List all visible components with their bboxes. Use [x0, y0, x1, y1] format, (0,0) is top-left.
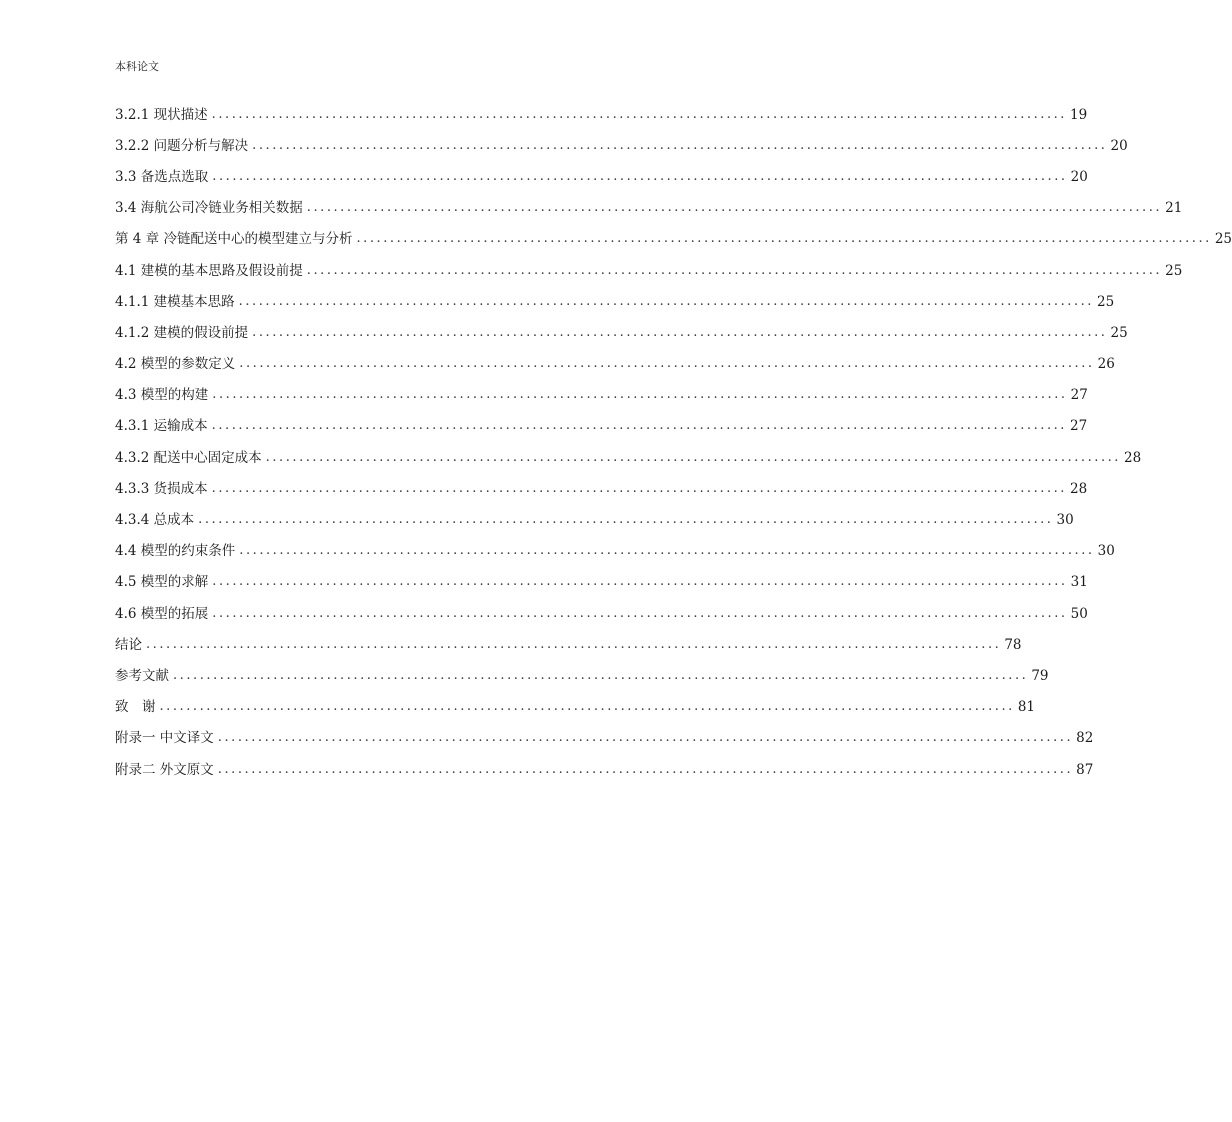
toc-entry[interactable]: [115, 442, 1142, 473]
toc-leader-dots: ................................................................................................................................: [212, 605, 1068, 621]
toc-entry-page: 28: [1124, 449, 1142, 466]
toc-entry[interactable]: [115, 161, 1088, 192]
toc-leader-dots: ................................................................................................................................: [265, 449, 1121, 465]
toc-entry-page: 20: [1070, 168, 1088, 185]
toc-entry-title: 3.3 备选点选取: [115, 166, 210, 188]
toc-entry[interactable]: [115, 224, 1232, 255]
toc-entry-title: 4.1.2 建模的假设前提: [115, 322, 250, 344]
toc-entry-page: 78: [1004, 636, 1022, 653]
toc-entry[interactable]: [115, 754, 1094, 785]
toc-entry[interactable]: [115, 193, 1183, 224]
toc-entry-title: 附录一 中文译文: [115, 727, 216, 749]
toc-entry[interactable]: [115, 567, 1088, 598]
toc-entry-page: 79: [1031, 667, 1049, 684]
toc-leader-dots: ................................................................................................................................: [159, 699, 1015, 715]
toc-entry[interactable]: [115, 255, 1183, 286]
toc-entry-title: 致 谢: [115, 696, 158, 718]
toc-entry-title: 4.5 模型的求解: [115, 571, 210, 593]
toc-leader-dots: ................................................................................................................................: [356, 231, 1212, 247]
toc-entry-title: 4.3.3 货损成本: [115, 478, 210, 500]
toc-entry-page: 20: [1110, 137, 1128, 154]
toc-leader-dots: ................................................................................................................................: [239, 543, 1095, 559]
toc-leader-dots: ................................................................................................................................: [306, 262, 1163, 278]
toc-entry[interactable]: [115, 536, 1115, 567]
toc-entry[interactable]: [115, 99, 1088, 130]
toc-leader-dots: ................................................................................................................................: [211, 106, 1067, 122]
toc-leader-dots: ................................................................................................................................: [211, 480, 1067, 496]
toc-leader-dots: ................................................................................................................................: [217, 761, 1074, 777]
toc-leader-dots: ................................................................................................................................: [212, 168, 1068, 184]
toc-leader-dots: ................................................................................................................................: [198, 512, 1054, 528]
toc-entry-title: 4.3.4 总成本: [115, 509, 196, 531]
toc-leader-dots: ................................................................................................................................: [212, 574, 1068, 590]
toc-entry-title: 4.1 建模的基本思路及假设前提: [115, 260, 305, 282]
toc-leader-dots: ................................................................................................................................: [239, 356, 1095, 372]
toc-entry[interactable]: [115, 629, 1022, 660]
toc-entry-title: 3.4 海航公司冷链业务相关数据: [115, 197, 305, 219]
toc-entry-page: 25: [1214, 231, 1232, 248]
toc-entry[interactable]: [115, 130, 1128, 161]
toc-leader-dots: ................................................................................................................................: [217, 730, 1074, 746]
toc-entry-title: 第 4 章 冷链配送中心的模型建立与分析: [115, 228, 354, 250]
toc-entry-page: 50: [1070, 605, 1088, 622]
toc-entry-title: 4.2 模型的参数定义: [115, 353, 237, 375]
toc-entry-page: 31: [1070, 574, 1088, 591]
table-of-contents: [115, 99, 1232, 785]
toc-entry[interactable]: [115, 411, 1088, 442]
toc-entry-page: 26: [1097, 356, 1115, 373]
toc-entry-title: 结论: [115, 634, 144, 656]
toc-entry-page: 25: [1165, 262, 1183, 279]
toc-leader-dots: ................................................................................................................................: [238, 293, 1094, 309]
toc-entry-page: 28: [1070, 480, 1088, 497]
toc-entry-title: 4.3 模型的构建: [115, 384, 210, 406]
toc-entry-title: 3.2.1 现状描述: [115, 104, 210, 126]
toc-entry-page: 27: [1070, 418, 1088, 435]
toc-entry[interactable]: [115, 286, 1115, 317]
toc-entry-page: 82: [1076, 730, 1094, 747]
toc-entry-title: 附录二 外文原文: [115, 759, 216, 781]
toc-leader-dots: ................................................................................................................................: [212, 387, 1068, 403]
toc-entry-page: 25: [1110, 324, 1128, 341]
toc-leader-dots: ................................................................................................................................: [173, 667, 1029, 683]
toc-entry[interactable]: [115, 660, 1049, 691]
toc-leader-dots: ................................................................................................................................: [252, 137, 1108, 153]
toc-entry-title: 4.1.1 建模基本思路: [115, 291, 237, 313]
toc-entry-page: 25: [1097, 293, 1115, 310]
toc-entry-page: 81: [1017, 699, 1036, 716]
toc-entry-page: 87: [1076, 761, 1094, 778]
toc-entry-title: 4.3.2 配送中心固定成本: [115, 447, 264, 469]
toc-entry[interactable]: [115, 317, 1128, 348]
toc-entry[interactable]: [115, 473, 1088, 504]
toc-entry-page: 27: [1070, 387, 1088, 404]
toc-leader-dots: ................................................................................................................................: [306, 200, 1163, 216]
toc-entry-page: 30: [1056, 512, 1074, 529]
toc-entry-title: 4.4 模型的约束条件: [115, 540, 237, 562]
toc-entry[interactable]: [115, 692, 1036, 723]
toc-entry[interactable]: [115, 723, 1094, 754]
toc-entry[interactable]: [115, 349, 1115, 380]
running-header: 本科论文: [115, 60, 159, 73]
toc-entry-title: 参考文献: [115, 665, 171, 687]
toc-entry[interactable]: [115, 380, 1088, 411]
toc-entry[interactable]: [115, 598, 1088, 629]
toc-entry-title: 3.2.2 问题分析与解决: [115, 135, 250, 157]
toc-leader-dots: ................................................................................................................................: [146, 636, 1002, 652]
toc-entry-page: 30: [1097, 543, 1115, 560]
toc-entry-title: 4.3.1 运输成本: [115, 415, 210, 437]
toc-leader-dots: ................................................................................................................................: [252, 324, 1108, 340]
toc-leader-dots: ................................................................................................................................: [211, 418, 1067, 434]
toc-entry-page: 21: [1165, 200, 1183, 217]
toc-entry-page: 19: [1070, 106, 1088, 123]
toc-entry-title: 4.6 模型的拓展: [115, 603, 210, 625]
toc-entry[interactable]: [115, 504, 1074, 535]
